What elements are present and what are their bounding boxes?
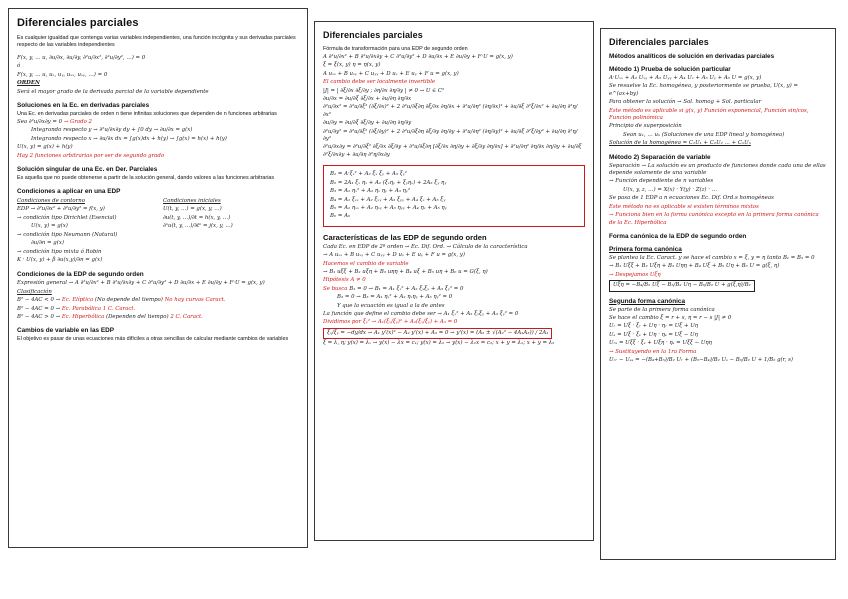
coefficient-line: B₁ = A·ξₓ² + A₂ ξₓ ξᵧ + A₃ ξᵧ² — [330, 171, 407, 178]
segunda-final: Uᵣᵣ − Uₛₛ = −(B₄+B₅)/B₂ Uᵣ + (B₅−B₄)/B₂ Uₛ − B₆/B₂ U + 1/B₂ g(r, s) — [609, 356, 793, 363]
b3-condition: B₃ = 0 → B₃ = A₁ ηₓ² + A₂ ηₓηᵧ + A₃ ηᵧ² = 0 — [337, 294, 453, 301]
b1-condition: B₁ = 0 → B₁ = A₁ ξₓ² + A₂ ξₓξᵧ + A₃ ξᵧ² = 0 — [349, 285, 464, 292]
chain-rule-line: ∂u/∂x = ∂u/∂ξ ∂ξ/∂x + ∂u/∂η ∂η/∂x — [323, 96, 412, 103]
class-note: (Dependen del tiempo) — [105, 313, 169, 320]
metodo-2-heading: Método 2) Separación de variable — [609, 153, 711, 161]
funcion-line: La función que define el cambio debe ser → A₁ ξₓ² + A₂ ξₓξᵧ + A₃ ξᵧ² = 0 — [323, 310, 519, 317]
primera-result: Uξη = −B₄/B₂ Uξ − B₅/B₂ Uη − B₆/B₂ U + g(ξ,η)/B₂ — [609, 280, 755, 291]
jacobian: |J| = | ∂ξ/∂x ∂ξ/∂y ; ∂η/∂x ∂η/∂y | ≠ 0 → U ∈ C² — [323, 87, 445, 94]
m1-func: Función sin/cos — [764, 107, 807, 114]
sea-note: → Grado 2 — [63, 119, 92, 126]
class-cond: B² − 4AC = 0 — [17, 305, 54, 312]
segunda-cambio: Se hace el cambio ξ = r + s, η = r − s |J| ≠ 0 — [609, 314, 732, 321]
dividimos-line: Dividimos por ξᵧ² → A₁(ξₓ/ξᵧ)² + A₂(ξₓ/ξᵧ) + A₃ = 0 — [323, 319, 458, 326]
class-type: Ec. Elíptica — [61, 297, 94, 304]
coefficient-line: B₄ = A₁ ξₓₓ + A₂ ξₓᵧ + A₃ ξᵧᵧ + A₄ ξₓ + A₅ ξᵧ — [330, 196, 446, 203]
class-row: B² − 4AC < 0 → Ec. Elíptica (No depende del tiempo) No hay curvas Caract. — [17, 297, 226, 304]
contorno-line: → condición tipo mixta ó Robin — [17, 248, 102, 255]
side-note: x + y = λ₁ — [495, 340, 524, 347]
class-row: B² − 4AC = 0 → Ec. Parabólica 1 C. Caract. — [17, 305, 136, 312]
m2-warning-2: → Funciona bien en la forma canónica excepto en la primera forma canónica de la Ec. Hiperbólica — [609, 212, 819, 226]
change-of-variable: ξ = ξ(x, y) η = η(x, y) — [323, 62, 381, 69]
coefficient-line: B₆ = A₆ — [330, 213, 351, 220]
cambio-note: Hacemos el cambio de variable — [323, 260, 409, 267]
segunda-forma-heading: Segunda forma canónica — [609, 297, 685, 305]
section-singular: Solución singular de una Ec. en Der. Parciales — [17, 166, 158, 174]
cambios-text: El objetivo es pasar de unas ecuaciones más difíciles a otras sencillas de calcular mediante cambios de variables — [17, 336, 289, 343]
contorno-line: ∂u/∂n = g(x) — [31, 240, 64, 247]
general-result: U(x, y) = g(x) + h(y) — [17, 144, 73, 151]
class-extra: No hay curvas Caract. — [164, 297, 226, 304]
equation-general-2: F(x, y, … u, uₓ, uᵧ, uₓₓ, uₓᵧ, …) = 0 — [17, 71, 108, 78]
segunda-text: Se parte de la primera forma canónica — [609, 306, 715, 313]
side-note: y(x) = λ₂ → y(x) − λ₂x = c₂ — [420, 340, 493, 347]
chain-rule-line: ∂u/∂y = ∂u/∂ξ ∂ξ/∂y + ∂u/∂η ∂η/∂y — [323, 120, 412, 127]
soluciones-text: Una Ec. en derivadas parciales de orden n tiene infinitas soluciones que dependen de n funciones arbitrarias — [17, 111, 277, 118]
superposicion-text: Sean u₁, … uₙ (Soluciones de una EDP lineal y homogénea) — [623, 131, 785, 138]
section-soluciones: Soluciones en la Ec. en derivadas parciales — [17, 102, 150, 110]
segunda-line: Uᵣ = Uξ · ξᵣ + Uη · ηᵣ = Uξ + Uη — [609, 323, 698, 330]
contorno-line: EDP → ∂²u/∂x² + ∂²u/∂y² = f(x, y) — [17, 206, 105, 213]
chain-rule-line: ∂²u/∂x² = ∂²u/∂ξ² (∂ξ/∂x)² + 2 ∂²u/∂ξ∂η ∂ξ/∂x ∂η/∂x + ∂²u/∂η² (∂η/∂x)² + ∂u/∂ξ ∂²ξ/∂x² + ∂u/∂η ∂²η/∂x² — [323, 104, 578, 118]
notes-page-3: Diferenciales parciales Métodos analíticos de solución en derivadas parciales Método 1) Prueba de solución particular A·Uₓₓ + A₂ Uₓᵧ + A₃ Uᵧᵧ + A₄ Uₓ + A₅ Uᵧ + A₆ U = g(x, y) Se resuelve la Ec. homogénea, y posteriormente se prueba, U(x, y) = e^(ax+by) Para obtener la solución → Sol. homog + Sol. particular Este método es aplicable si g(x, y) Función exponencial, Función sin/cos, Función polinómica Principio de superposición Sean u₁, … uₙ (Soluciones de una EDP lineal y homogénea) Solución de la homogénea = C₁U₁ + C₂U₂ … + CₙUₙ Método 2) Separación de variable Separación → La solución es un producto de funciones donde cada una de ellas depende solamente de una variable → Función dependiente de n variables U(x, y, z, …) = X(x) · Y(y) · Z(z) · … Se pasa de 1 EDP a n ecuaciones Ec. Dif. Ord.s homogéneas Este método no es aplicable si existen términos mixtos → Funciona bien en la forma canónica excepto en la primera forma canónica de la Ec. Hiperbólica Forma canónica de la EDP de segundo orden Primera forma canónica Se plantea la Ec. Caract. y se hace el cambio x = ξ, y = η tanto B₁ = B₃ = 0 → B₁ Uξξ + B₂ Uξη + B₃ Uηη + B₄ Uξ + B₅ Uη + B₆ U = g(ξ, η) → Despejamos Uξη Uξη = −B₄/B₂ Uξ − B₅/B₂ Uη − B₆/B₂ U + g(ξ,η)/B₂ Segunda forma canónica Se parte de la primera forma canónica Se hace el cambio ξ = r + s, η = r − s |J| ≠ 0 Uᵣ = Uξ · ξᵣ + Uη · ηᵣ = Uξ + Uη Uₛ = Uξ · ξₛ + Uη · ηₛ = Uξ − Uη Uᵣₛ = Uξξ · ξₛ + Uξη · ηₛ = Uξξ − Uηη → Sustituyendo en la 1ra Forma Uᵣᵣ − Uₛₛ = −(B₄+B₅)/B₂ Uᵣ + (B₅−B₄)/B₂ Uₛ − B₆/B₂ U + 1/B₂ g(r, s) — [600, 28, 836, 560]
sea-eq: Sea ∂²u/∂x∂y = 0 — [17, 119, 63, 126]
m1-func: Función polinómica — [609, 115, 663, 122]
iniciales-heading: Condiciones iniciales — [163, 198, 221, 205]
notes-page-1 — [8, 8, 308, 548]
contorno-column — [17, 197, 153, 265]
orden-text: Será el mayor grado de la derivada parcial de la variable dependiente — [17, 88, 209, 95]
transform-eq-2: A uₓₓ + B uₓᵧ + C uᵧᵧ + D uₓ + E uᵧ + F u = g(x, y) — [323, 70, 459, 77]
class-extra: 2 C. Caract. — [170, 313, 203, 320]
m1-text: Se resuelve la Ec. homogénea, y posteriormente se prueba, U(x, y) = e^(ax+by) — [609, 83, 799, 97]
transform-eq-1: A ∂²u/∂x² + B ∂²u/∂x∂y + C ∂²u/∂y² + D ∂u/∂x + E ∂u/∂y + F·U = g(x, y) — [323, 54, 513, 60]
se-busca: Se busca — [323, 285, 348, 292]
side-notes: ξ = λ, η; y(x) = λₓ → y(x) − λx = c₁; y(x) = λ₂ → y(x) − λ₂x = c₂; x + y = λ₁; x + y = λ₂ — [323, 340, 555, 347]
contorno-line: U(x, y) = g(x) — [31, 223, 68, 230]
conditions-columns — [17, 197, 299, 265]
side-note: y(x) = λₓ → y(x) − λx = c₁ — [347, 340, 417, 347]
clasificacion-heading: Clasificación — [17, 288, 52, 295]
class-cond: B² − 4AC > 0 — [17, 313, 54, 320]
contorno-line: → condición tipo Dirichlet (Esencial) — [17, 214, 117, 221]
sustituyendo: → Sustituyendo en la 1ra Forma — [609, 348, 697, 355]
class-row: B² − 4AC > 0 → Ec. Hiperbólica (Dependen del tiempo) 2 C. Caract. — [17, 313, 203, 320]
iniciales-column — [163, 197, 299, 265]
intro-text: Es cualquier igualdad que contenga varias variables independientes, una función incógnita y sus derivadas parciales respecto de las variables independientes — [17, 35, 296, 48]
ode-line — [323, 328, 585, 339]
iniciales-line: U(t, y, …) = g(x, y, …) — [163, 206, 222, 213]
section-edp2: Condiciones de la EDP de segundo orden — [17, 271, 144, 279]
caract-line: Cada Ec. en EDP de 2º orden → Ec. Dif. Ord. → Cálculo de la característica — [323, 243, 528, 250]
m2-text: Separación → La solución es un producto de funciones donde cada una de ellas depende solamente de una variable — [609, 162, 826, 177]
coefficient-line: B₃ = A₁ ηₓ² + A₂ ηₓ ηᵧ + A₃ ηᵧ² — [330, 188, 411, 195]
side-note: x + y = λ₂ — [526, 340, 555, 347]
integration-step-2: Integrando respecto x → ∂u/∂x dx = ∫g(x)dx + h(y) → ∫g(x) = h(x) + h(y) — [31, 135, 227, 142]
m1-condition: Este método es aplicable si g(x, y) — [609, 107, 703, 114]
jacobian-note: El cambio debe ser localmente invertible — [323, 79, 436, 86]
m1-equation: A·Uₓₓ + A₂ Uₓᵧ + A₃ Uᵧᵧ + A₄ Uₓ + A₅ Uᵧ + A₆ U = g(x, y) — [609, 75, 762, 81]
hipotesis: Hipótesis A ≠ 0 — [323, 277, 366, 284]
class-type: Ec. Hiperbólica — [61, 313, 105, 320]
m2-equation: U(x, y, z, …) = X(x) · Y(y) · Z(z) · … — [623, 186, 718, 193]
segunda-line: Uₛ = Uξ · ξₛ + Uη · ηₛ = Uξ − Uη — [609, 331, 698, 338]
primera-equation: → B₁ Uξξ + B₂ Uξη + B₃ Uηη + B₄ Uξ + B₅ Uη + B₆ U = g(ξ, η) — [609, 263, 780, 270]
chain-rule-line: ∂²u/∂x∂y = ∂²u/∂ξ² ∂ξ/∂x ∂ξ/∂y + ∂²u/∂ξ∂η [∂ξ/∂x ∂η/∂y + ∂ξ/∂y ∂η/∂x] + ∂²u/∂η² ∂η/∂x ∂η/∂y + ∂u/∂ξ ∂²ξ/∂x∂y + ∂u/∂η ∂²η/∂x∂y — [323, 144, 582, 158]
m1-solution: Para obtener la solución → Sol. homog + Sol. particular — [609, 99, 762, 106]
side-note: ξ = λ, η — [323, 340, 344, 347]
section-caracteristicas: Características de las EDP de segundo orden — [323, 232, 487, 242]
page-title: Diferenciales parciales — [609, 37, 709, 47]
equation-or: ó — [17, 63, 21, 70]
caract-line: → A uₓₓ + B uₓᵧ + C uᵧᵧ + D uₓ + E uᵧ + F u = g(x, y) — [323, 252, 465, 259]
integration-step-1: Integrando respecto y → ∂²u/∂x∂y dy + ∫0 dy → ∂u/∂x = g(x) — [31, 127, 193, 134]
coefficient-line: B₂ = 2A₁ ξₓ ηₓ + A₂ (ξₓηᵧ + ξᵧηₓ) + 2A₃ ξᵧ ηᵧ — [330, 179, 447, 186]
sea-equation — [17, 119, 299, 126]
class-extra: 1 C. Caract. — [102, 305, 136, 312]
general-expression: Expresión general → A ∂²u/∂x² + B ∂²u/∂x∂y + C ∂²u/∂y² + D ∂u/∂x + E ∂u/∂y + F·U = g(x, y) — [17, 280, 265, 287]
class-note: (No depende del tiempo) — [94, 297, 163, 304]
result-note: Hay 2 funciones arbitrarias por ser de segundo grado — [17, 152, 165, 159]
m2-function: → Función dependiente de n variables — [609, 178, 714, 185]
iniciales-line: ∂u(t, y, …)/∂t = h(x, y, …) — [163, 214, 231, 221]
page-title: Diferenciales parciales — [17, 17, 139, 29]
contorno-line: → condición tipo Neumann (Natural) — [17, 231, 118, 238]
coefficient-box — [323, 165, 585, 226]
coefficient-line: B₅ = A₁ ηₓₓ + A₂ ηₓᵧ + A₃ ηᵧᵧ + A₄ ηₓ + A₅ ηᵧ — [330, 204, 447, 211]
b-note: Y que la ecuación es igual a la de antes — [337, 302, 445, 309]
primera-text: Se plantea la Ec. Caract. y se hace el cambio x = ξ, y = η tanto B₁ = B₃ = 0 — [609, 254, 815, 261]
m1-func: Función exponencial — [704, 107, 761, 114]
contorno-heading: Condiciones de contorno — [17, 198, 85, 205]
superposicion-solution: Solución de la homogénea = C₁U₁ + C₂U₂ … + CₙUₙ — [609, 140, 751, 147]
section-metodos: Métodos analíticos de solución en derivadas parciales — [609, 53, 775, 60]
section-condiciones: Condiciones a aplicar en una EDP — [17, 188, 121, 196]
segunda-line: Uᵣₛ = Uξξ · ξₛ + Uξη · ηₛ = Uξξ − Uηη — [609, 340, 712, 347]
class-cond: B² − 4AC < 0 — [17, 297, 54, 304]
chain-rule-line: ∂²u/∂y² = ∂²u/∂ξ² (∂ξ/∂y)² + 2 ∂²u/∂ξ∂η ∂ξ/∂y ∂η/∂y + ∂²u/∂η² (∂η/∂y)² + ∂u/∂ξ ∂²ξ/∂y² + ∂u/∂η ∂²η/∂y² — [323, 128, 578, 143]
ode-result: ξₓ/ξᵧ = −dy/dx → A₁ y'(x)² − A₂ y'(x) + A₃ = 0 → y'(x) = (A₂ ± √(A₂² − 4A₁A₃)) / 2A₁ — [323, 328, 552, 339]
class-type: Ec. Parabólica — [61, 305, 101, 312]
page-title: Diferenciales parciales — [323, 30, 423, 40]
section-cambios: Cambios de variable en las EDP — [17, 327, 114, 335]
despejamos: → Despejamos Uξη — [609, 271, 661, 278]
contorno-line: K · U(x, y) + β ∂u(x,y)/∂n = g(x) — [17, 256, 103, 263]
metodo-1-heading: Método 1) Prueba de solución particular — [609, 66, 731, 73]
primera-forma-heading: Primera forma canónica — [609, 245, 682, 253]
superposicion-heading: Principio de superposición — [609, 123, 682, 130]
iniciales-line: ∂ⁿu(t, y, …)/∂tⁿ = j(x, y, …) — [163, 223, 233, 230]
cambio-line: → B₁ uξξ + B₂ uξη + B₃ uηη + B₄ uξ + B₅ uη + B₆ u = G(ξ, η) — [323, 268, 488, 275]
singular-text: Es aquella que no puede obtenerse a partir de la solución general, dando valores a las funciones arbitrarias — [17, 175, 275, 182]
notes-page-2 — [314, 21, 594, 541]
formula-section: Fórmula de transformación para una EDP de segundo orden — [323, 46, 468, 52]
m2-ode: Se pasa de 1 EDP a n ecuaciones Ec. Dif. Ord.s homogéneas — [609, 195, 774, 202]
m2-warning-1: Este método no es aplicable si existen términos mixtos — [609, 203, 759, 210]
orden-label: ORDEN — [17, 80, 40, 87]
section-forma-canonica: Forma canónica de la EDP de segundo orden — [609, 232, 747, 240]
equation-general-1: F(x, y, … u, ∂u/∂x, ∂u/∂y, ∂²u/∂x², ∂²u/∂y², …) = 0 — [17, 55, 146, 61]
